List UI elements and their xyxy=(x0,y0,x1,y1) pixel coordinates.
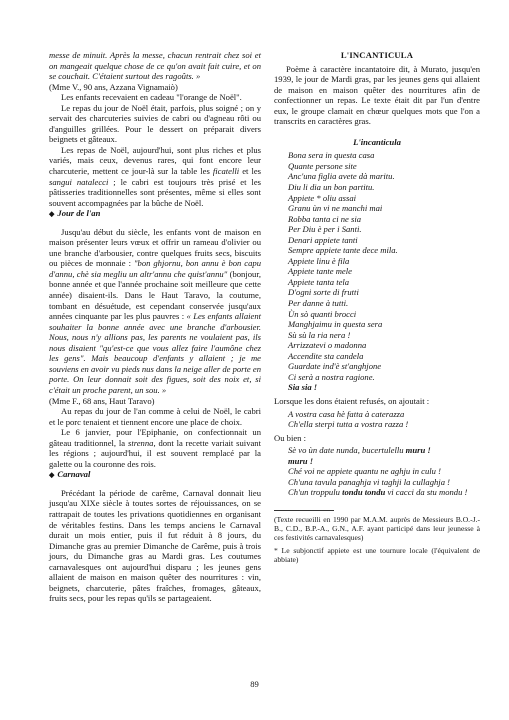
diamond-bullet-icon: ◆ xyxy=(49,471,55,480)
section-heading-jour-de-lan: ◆ Jour de l'an xyxy=(49,208,101,219)
verse-line: Robba tanta ci ne sia xyxy=(288,213,362,224)
verse-line: Granu ùn vi ne manchi mai xyxy=(288,203,383,214)
verse-line: Per Diu è per i Santi. xyxy=(288,224,362,235)
poem-section-title: L'INCANTICULA xyxy=(340,50,414,60)
verse-line: Accendite sta candela xyxy=(288,350,364,361)
paragraph: Les repas de Noël, aujourd'hui, sont plus riches et plus variés, mais ceux, devenus rares, qui font encore leur charcuterie, mettent ce jour-là sur la table les ficatelli et les sangui natalecci ; le cabri est toujours très prisé et les pâtisseries traditionnelles sont présentes, même si elles sont souvent accompagnées par la bûche de Noël. xyxy=(49,144,261,208)
verse-line: Appiete * oliu assai xyxy=(288,192,357,203)
verse-line: Appiete tanta tela xyxy=(288,276,350,287)
page-number: 89 xyxy=(250,679,259,689)
verse-line: Arrizzatevi o madonna xyxy=(288,340,367,351)
paragraph: Au repas du jour de l'an comme à celui de Noël, le cabri et le porc tenaient et tiennent encore une place de choix. xyxy=(49,406,261,427)
source-citation: (Mme F., 68 ans, Haut Taravo) xyxy=(49,395,155,406)
verse-line: D'ogni sorte di frutti xyxy=(288,287,359,298)
poem-title: L'incanticula xyxy=(353,136,401,147)
verse-line: Appiete tante mele xyxy=(288,266,352,277)
collection-note: (Texte recueilli en 1990 par M.A.M. auprès de Messieurs B.O.-J.-B., C.D., B.P.-A., G.N., A.F. ayant participé dans leur jeunesse à ces festivités carnavalesques) xyxy=(274,514,480,543)
verse-line: Sè vo ùn date nunda, bucertulellu muru ! xyxy=(288,445,431,456)
verse-line: muru ! xyxy=(288,455,314,466)
verse-line: Per danne à tutti. xyxy=(288,298,349,309)
right-column xyxy=(274,50,480,564)
verse-line: Ch'una tavula panaghja vi taghji la cullaghja ! xyxy=(288,476,451,487)
verse-line: Ch'un troppulu tondu tondu vi cacci da stu mondu ! xyxy=(288,487,468,498)
paragraph: Le repas du jour de Noël était, parfois, plus soigné ; on y servait des charcuteries suivies de cabri ou d'agneau rôti ou d'anguilles grillées. Pour le dessert on préparait divers beignets et gâteaux. xyxy=(49,102,261,145)
verse-line: Denari appiete tanti xyxy=(288,234,358,245)
poem-verses xyxy=(288,150,480,393)
poem-introduction: Poème à caractère incantatoire dit, à Murato, jusqu'en 1939, le jour de Mardi gras, par les jeunes gens qui allaient de maison en maison quêter des nourritures afin de confectionner un repas. Le texte était dit par l'un d'entre eux, le groupe clamait en chœur quelques mots que l'on a transcrits en caractères gras. xyxy=(274,63,480,127)
left-column xyxy=(49,50,261,604)
verse-line: Diu li dia un bon partitu. xyxy=(288,182,375,193)
verse-line: A vostra casa hè fatta à caterazza xyxy=(288,408,405,419)
verse-line: Quante persone site xyxy=(288,160,357,171)
diamond-bullet-icon: ◆ xyxy=(49,210,55,219)
verse-line: Ùn sò quanti brocci xyxy=(288,308,357,319)
verse-line: Sù sù la ria nera ! xyxy=(288,329,351,340)
alternate-curse-verses xyxy=(288,445,480,498)
verse-line: Manghjaimu in questa sera xyxy=(288,319,383,330)
curse-verses xyxy=(288,409,480,430)
verse-line: Bona sera in questa casa xyxy=(288,150,375,161)
verse-line: Sia sia ! xyxy=(288,382,318,393)
footnote-divider xyxy=(274,510,334,511)
paragraph: messe de minuit. Après la messe, chacun rentrait chez soi et on mangeait quelque chose de ce qu'on avait fait cuire, et on se couchait. C'étaient surtout des ragoûts. » xyxy=(49,50,261,82)
verse-line: Appiete linu è fila xyxy=(288,255,350,266)
paragraph: Précédant la période de carême, Carnaval donnait lieu jusqu'au XIXe siècle à toutes sortes de réjouissances, on se rattrapait de toutes les privations quotidiennes en organisant de véritables festins. Dans les temps anciens le Carnaval durait un mois entier, puis il fut réduit à 8 jours, du Dimanche gras au premier Dimanche de Carême, puis à trois jours, du Dimanche gras au Mardi gras. Les coutumes carnavalesques ont aujourd'hui disparu ; les jeunes gens allaient de maison en maison quêter des nourritures : vin, beignets, charcuterie, pâtes fraîches, fromages, gâteaux, fruits secs, pour les repas qu'ils se partageaient. xyxy=(49,487,261,604)
verse-line: Ché voi ne appiete quantu ne aghju in culu ! xyxy=(288,466,441,477)
section-heading-carnaval: ◆ Carnaval xyxy=(49,469,91,480)
verse-line: Guardate ind'è st'anghjone xyxy=(288,361,382,372)
footnote: * Le subjonctif appiete est une tournure locale (l'équivalent de abbiate) xyxy=(274,545,480,565)
paragraph: Jusqu'au début du siècle, les enfants vont de maison en maison présenter leurs vœux et offrir un rameau d'olivier ou une branche d'arbousier, contre quelques fruits secs, biscuits ou pièces de monnaie : "bon ghjornu, bon annu è bon capu d'annu, chè sia megliu un altr'annu che quist'annu" (bonjour, bonne année et que l'année prochaine soit meilleure que cette année) disaient-ils. Dans le Haut Taravo, la coutume, tombant en désuétude, est cependant conservée jusqu'aux années cinquante par les plus pauvres : « Les enfants allaient souhaiter la bonne année avec une branche d'arbousier. Nous, nous n'y allions pas, les parents ne voulaient pas, ils nous disaient "qu'est-ce que vous allez faire l'aumône chez les gens". Mais beaucoup d'enfants y allaient ; je me souviens en avoir vu pieds nus dans la neige aller de porte en porte. On leur donnait soit des figues, soit des noix et, si c'était un proche parent, un sou. » xyxy=(49,226,262,395)
paragraph: Le 6 janvier, pour l'Epiphanie, on confectionnait un gâteau traditionnel, la strenna, dont la recette variait suivant les régions ; aujourd'hui, il est souvent remplacé par la galette ou la couronne des rois. xyxy=(49,427,261,469)
verse-line: Ci serà a nostra ragione. xyxy=(288,371,375,382)
paragraph: Lorsque les dons étaient refusés, on ajoutait : xyxy=(274,395,430,406)
verse-line: Anc'una figlia avete dà maritu. xyxy=(288,171,395,182)
source-citation: (Mme V., 90 ans, Azzana Vignamaiò) xyxy=(49,81,178,92)
verse-line: Sempre appiete tante dece mila. xyxy=(288,245,398,256)
paragraph: Les enfants recevaient en cadeau "l'orange de Noël". xyxy=(61,92,242,103)
paragraph: Ou bien : xyxy=(274,432,306,443)
verse-line: Ch'ella sterpi tutta a vostra razza ! xyxy=(288,419,409,430)
